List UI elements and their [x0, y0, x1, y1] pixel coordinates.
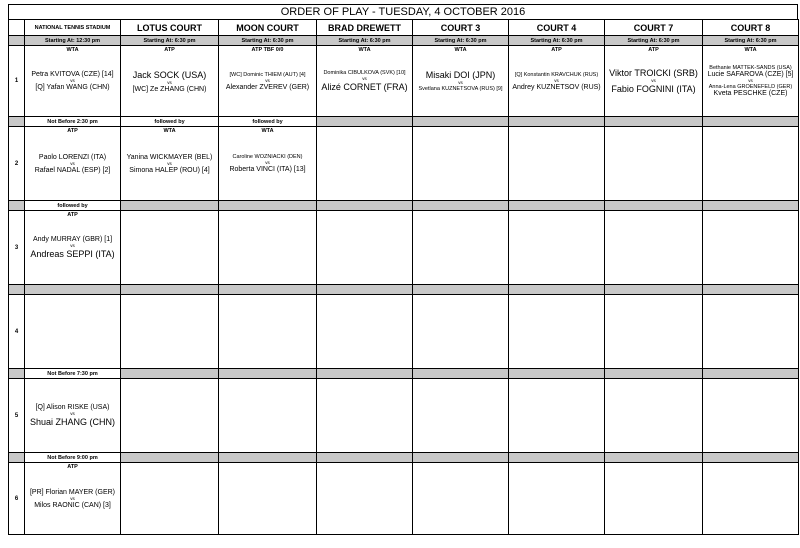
- match-cell: [121, 46, 219, 117]
- empty-cell: [317, 295, 413, 369]
- player-1: Yanina WICKMAYER (BEL): [126, 153, 213, 161]
- vs-label: vs: [748, 78, 753, 83]
- vs-label: vs: [70, 78, 75, 83]
- status-empty: [25, 285, 121, 295]
- status-empty: [413, 117, 509, 127]
- empty-cell: [703, 127, 799, 201]
- status-empty: [317, 117, 413, 127]
- row-spacer: [9, 369, 25, 379]
- empty-cell: [219, 295, 317, 369]
- player-1: Paolo LORENZI (ITA): [38, 153, 107, 161]
- start-time-row: [9, 36, 799, 46]
- player-1: Caroline WOZNIACKI (DEN): [232, 154, 303, 160]
- match-category: ATP: [551, 47, 562, 53]
- status-empty: [413, 201, 509, 211]
- status-empty: [509, 453, 605, 463]
- vs-label: vs: [167, 160, 172, 166]
- status-row: [9, 117, 799, 127]
- empty-cell: [121, 379, 219, 453]
- team-1-player-b: Lucie SAFAROVA (CZE) [5]: [707, 71, 794, 78]
- court-header: MOON COURT: [219, 20, 317, 36]
- court-header-row: [9, 20, 799, 36]
- court-header: NATIONAL TENNIS STADIUM: [25, 20, 121, 36]
- player-1: Jack SOCK (USA): [132, 69, 207, 80]
- status-row: [9, 369, 799, 379]
- player-2: Fabio FOGNINI (ITA): [611, 84, 696, 94]
- player-1: Petra KVITOVA (CZE) [14]: [31, 71, 114, 78]
- row-number: 2: [9, 127, 25, 201]
- player-2: Svetlana KUZNETSOVA (RUS) [9]: [418, 86, 503, 92]
- match-row: [9, 211, 799, 285]
- row-number: 6: [9, 463, 25, 535]
- empty-cell: [121, 463, 219, 535]
- row-spacer: [9, 201, 25, 211]
- status-row: [9, 285, 799, 295]
- status-label: Not Before 9:00 pm: [25, 453, 121, 463]
- court-header: COURT 7: [605, 20, 703, 36]
- match-category: WTA: [163, 128, 176, 134]
- status-empty: [605, 201, 703, 211]
- status-label: followed by: [121, 117, 219, 127]
- empty-cell: [413, 295, 509, 369]
- match-cell: [219, 127, 317, 201]
- empty-cell: [509, 463, 605, 535]
- match-row: [9, 46, 799, 117]
- empty-cell: [317, 379, 413, 453]
- start-time: Starting At: 12:30 pm: [25, 36, 121, 46]
- vs-label: vs: [70, 411, 75, 416]
- player-1: [Q] Alison RISKE (USA): [35, 404, 110, 411]
- player-2: Alexander ZVEREV (GER): [225, 83, 310, 91]
- row-number: 1: [9, 46, 25, 117]
- row-number: 5: [9, 379, 25, 453]
- row-spacer: [9, 117, 25, 127]
- match-category: ATP: [648, 47, 659, 53]
- empty-cell: [509, 379, 605, 453]
- status-label: followed by: [219, 117, 317, 127]
- row-spacer: [9, 36, 25, 46]
- status-empty: [317, 453, 413, 463]
- team-2-player-b: Kveta PESCHKE (CZE): [713, 90, 788, 97]
- match-cell: [25, 379, 121, 453]
- status-empty: [605, 369, 703, 379]
- match-cell: [413, 46, 509, 117]
- status-empty: [703, 117, 799, 127]
- status-empty: [219, 285, 317, 295]
- vs-label: vs: [362, 76, 367, 81]
- start-time: Starting At: 6:30 pm: [413, 36, 509, 46]
- status-empty: [703, 453, 799, 463]
- match-cell: [25, 46, 121, 117]
- match-category: WTA: [454, 47, 467, 53]
- empty-cell: [317, 127, 413, 201]
- status-empty: [605, 285, 703, 295]
- player-1: [PR] Florian MAYER (GER): [29, 488, 116, 496]
- court-header: COURT 8: [703, 20, 799, 36]
- corner-cell: [9, 20, 25, 36]
- empty-cell: [413, 463, 509, 535]
- start-time: Starting At: 6:30 pm: [219, 36, 317, 46]
- match-row: [9, 463, 799, 535]
- empty-cell: [703, 295, 799, 369]
- team-2-player-a: Anna-Lena GROENEFELD (GER): [708, 84, 793, 90]
- player-2: Milos RAONIC (CAN) [3]: [34, 501, 111, 509]
- match-category: ATP: [67, 212, 78, 218]
- vs-label: vs: [265, 77, 270, 83]
- match-cell: [25, 127, 121, 201]
- vs-label: vs: [458, 80, 463, 85]
- page-title: ORDER OF PLAY - TUESDAY, 4 OCTOBER 2016: [8, 4, 798, 19]
- vs-label: vs: [70, 160, 75, 166]
- court-header: COURT 4: [509, 20, 605, 36]
- status-empty: [121, 201, 219, 211]
- player-2: Roberta VINCI (ITA) [13]: [229, 166, 306, 173]
- row-spacer: [9, 285, 25, 295]
- empty-cell: [121, 295, 219, 369]
- empty-cell: [413, 211, 509, 285]
- vs-label: vs: [265, 160, 270, 165]
- match-row: [9, 127, 799, 201]
- match-cell: [509, 46, 605, 117]
- player-1: Andy MURRAY (GBR) [1]: [32, 236, 113, 243]
- schedule-table: [8, 19, 799, 535]
- match-category: WTA: [358, 47, 371, 53]
- player-2: Rafael NADAL (ESP) [2]: [34, 166, 111, 174]
- match-cell: [121, 127, 219, 201]
- empty-cell: [219, 379, 317, 453]
- status-label: Not Before 2:30 pm: [25, 117, 121, 127]
- status-empty: [703, 201, 799, 211]
- player-2: [WC] Ze ZHANG (CHN): [132, 85, 207, 93]
- empty-cell: [605, 379, 703, 453]
- player-1: [WC] Dominic THIEM (AUT) [4]: [229, 71, 306, 78]
- status-empty: [121, 369, 219, 379]
- status-empty: [317, 201, 413, 211]
- match-category: ATP: [67, 128, 78, 134]
- empty-cell: [703, 379, 799, 453]
- vs-label: vs: [70, 495, 75, 501]
- empty-cell: [703, 211, 799, 285]
- match-cell: [25, 211, 121, 285]
- status-empty: [317, 369, 413, 379]
- start-time: Starting At: 6:30 pm: [605, 36, 703, 46]
- status-empty: [317, 285, 413, 295]
- empty-cell: [219, 211, 317, 285]
- status-empty: [219, 369, 317, 379]
- match-cell: [703, 46, 799, 117]
- row-number: 3: [9, 211, 25, 285]
- player-2: Andrey KUZNETSOV (RUS): [512, 83, 601, 91]
- vs-label: vs: [554, 77, 559, 83]
- status-empty: [509, 117, 605, 127]
- row-number: 4: [9, 295, 25, 369]
- start-time: Starting At: 6:30 pm: [509, 36, 605, 46]
- empty-cell: [121, 211, 219, 285]
- player-1: Misaki DOI (JPN): [425, 70, 496, 80]
- vs-label: vs: [651, 78, 656, 83]
- player-2: Alizé CORNET (FRA): [321, 82, 408, 92]
- status-empty: [121, 453, 219, 463]
- row-spacer: [9, 453, 25, 463]
- empty-cell: [509, 295, 605, 369]
- status-row: [9, 201, 799, 211]
- match-row: [9, 295, 799, 369]
- player-1: Dominika CIBULKOVA (SVK) [10]: [323, 70, 406, 76]
- status-empty: [121, 285, 219, 295]
- status-label: followed by: [25, 201, 121, 211]
- match-cell: [605, 46, 703, 117]
- player-2: Andreas SEPPI (ITA): [30, 249, 115, 259]
- status-empty: [605, 453, 703, 463]
- player-2: Simona HALEP (ROU) [4]: [129, 166, 210, 174]
- court-header: LOTUS COURT: [121, 20, 219, 36]
- match-cell: [25, 463, 121, 535]
- match-row: [9, 379, 799, 453]
- status-empty: [413, 369, 509, 379]
- empty-cell: [317, 211, 413, 285]
- player-2: Shuai ZHANG (CHN): [29, 417, 115, 427]
- empty-cell: [605, 211, 703, 285]
- status-empty: [605, 117, 703, 127]
- empty-cell: [25, 295, 121, 369]
- vs-label: vs: [70, 243, 75, 248]
- match-category: ATP: [164, 47, 175, 53]
- empty-cell: [413, 127, 509, 201]
- player-1: [Q] Konstantin KRAVCHUK (RUS): [514, 71, 599, 78]
- match-category: ATP TBF 0/0: [251, 47, 284, 53]
- court-header: BRAD DREWETT: [317, 20, 413, 36]
- status-label: Not Before 7:30 pm: [25, 369, 121, 379]
- empty-cell: [413, 379, 509, 453]
- match-category: WTA: [744, 47, 757, 53]
- match-cell: [317, 46, 413, 117]
- status-row: [9, 453, 799, 463]
- status-empty: [413, 285, 509, 295]
- status-empty: [703, 369, 799, 379]
- start-time: Starting At: 6:30 pm: [317, 36, 413, 46]
- match-category: ATP: [67, 464, 78, 470]
- team-1-player-a: Bethanie MATTEK-SANDS (USA): [709, 65, 792, 71]
- empty-cell: [509, 211, 605, 285]
- match-cell: [219, 46, 317, 117]
- empty-cell: [605, 463, 703, 535]
- empty-cell: [605, 295, 703, 369]
- status-empty: [703, 285, 799, 295]
- status-empty: [219, 201, 317, 211]
- empty-cell: [605, 127, 703, 201]
- empty-cell: [703, 463, 799, 535]
- match-category: WTA: [261, 128, 274, 134]
- empty-cell: [317, 463, 413, 535]
- vs-label: vs: [167, 79, 172, 85]
- empty-cell: [509, 127, 605, 201]
- status-empty: [509, 201, 605, 211]
- status-empty: [413, 453, 509, 463]
- empty-cell: [219, 463, 317, 535]
- order-of-play-sheet: [8, 4, 798, 535]
- status-empty: [219, 453, 317, 463]
- court-header: COURT 3: [413, 20, 509, 36]
- status-empty: [509, 285, 605, 295]
- player-2: [Q] Yafan WANG (CHN): [35, 84, 110, 91]
- status-empty: [509, 369, 605, 379]
- start-time: Starting At: 6:30 pm: [121, 36, 219, 46]
- match-category: WTA: [66, 47, 79, 53]
- player-1: Viktor TROICKI (SRB): [609, 68, 698, 78]
- start-time: Starting At: 6:30 pm: [703, 36, 799, 46]
